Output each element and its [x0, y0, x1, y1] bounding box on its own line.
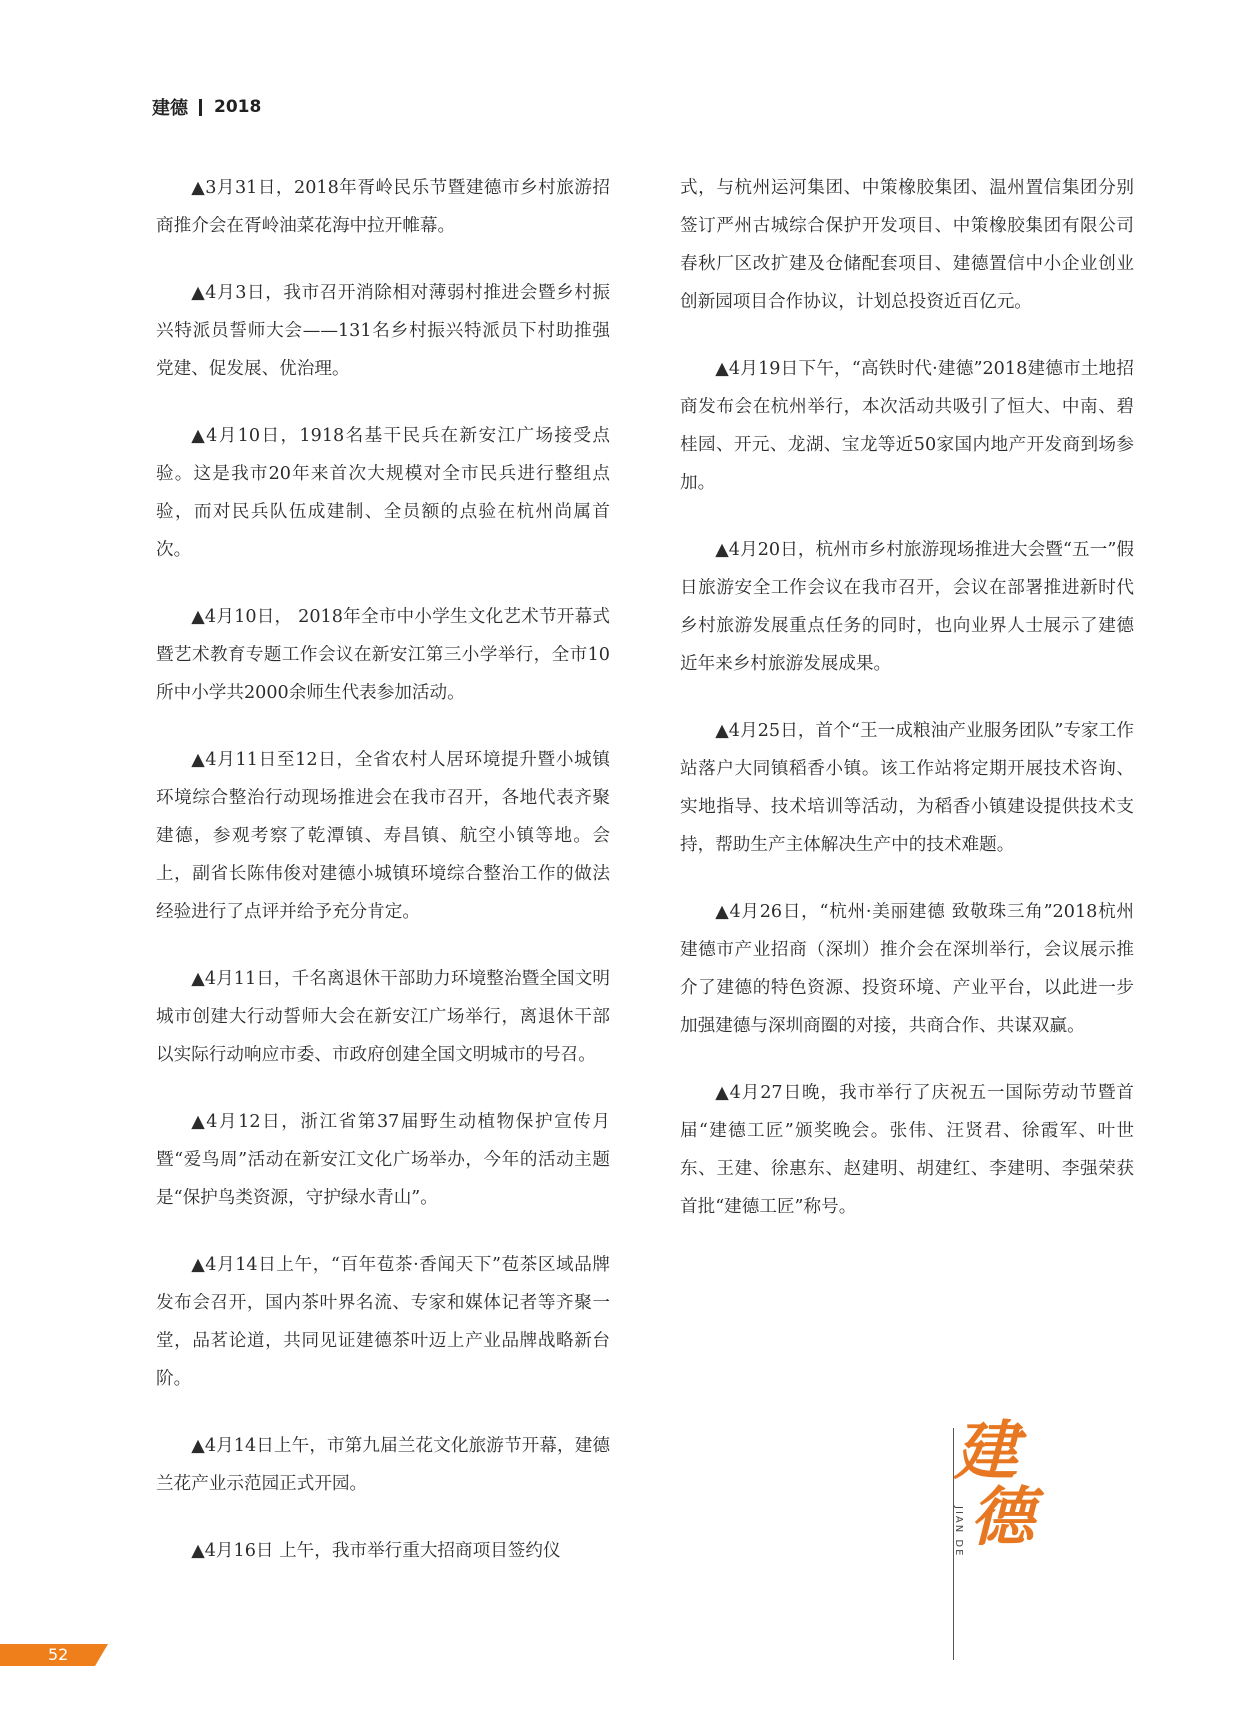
news-item: ▲3月31日，2018年胥岭民乐节暨建德市乡村旅游招商推介会在胥岭油菜花海中拉开帷幕。	[156, 178, 610, 236]
news-item: ▲4月14日上午，“百年苞茶·香闻天下”苞茶区域品牌发布会召开，国内茶叶界名流、专家和媒体记者等齐聚一堂，品茗论道，共同见证建德茶叶迈上产业品牌战略新台阶。	[156, 1255, 610, 1389]
news-item: ▲4月27日晚，我市举行了庆祝五一国际劳动节暨首届“建德工匠”颁奖晚会。张伟、汪贤君、徐霞军、叶世东、王建、徐惠东、赵建明、胡建红、李建明、李强荣获首批“建德工匠”称号。	[680, 1083, 1134, 1217]
left-column	[156, 169, 610, 1599]
news-item: ▲4月14日上午，市第九届兰花文化旅游节开幕，建德兰花产业示范园正式开园。	[156, 1436, 610, 1494]
news-item: ▲4月10日， 2018年全市中小学生文化艺术节开幕式暨艺术教育专题工作会议在新安江第三小学举行，全市10所中小学共2000余师生代表参加活动。	[156, 607, 610, 703]
logo-char-jian: 建	[954, 1414, 1018, 1489]
news-item-continued: 式，与杭州运河集团、中策橡胶集团、温州置信集团分别签订严州古城综合保护开发项目、中策橡胶集团有限公司春秋厂区改扩建及仓储配套项目、建德置信中小企业创业创新园项目合作协议，计划总投资近百亿元。	[680, 178, 1134, 312]
logo-char-de: 德	[970, 1480, 1034, 1555]
news-item: ▲4月10日，1918名基干民兵在新安江广场接受点验。这是我市20年来首次大规模对全市民兵进行整组点验，而对民兵队伍成建制、全员额的点验在杭州尚属首次。	[156, 426, 610, 560]
news-item: ▲4月12日，浙江省第37届野生动植物保护宣传月暨“爱鸟周”活动在新安江文化广场举办，今年的活动主题是“保护鸟类资源，守护绿水青山”。	[156, 1112, 610, 1208]
header-divider	[199, 99, 202, 116]
news-item: ▲4月20日，杭州市乡村旅游现场推进大会暨“五一”假日旅游安全工作会议在我市召开，会议在部署推进新时代乡村旅游发展重点任务的同时，也向业界人士展示了建德近年来乡村旅游发展成果。	[680, 540, 1134, 674]
news-item: ▲4月19日下午，“高铁时代·建德”2018建德市土地招商发布会在杭州举行，本次活动共吸引了恒大、中南、碧桂园、开元、龙湖、宝龙等近50家国内地产开发商到场参加。	[680, 359, 1134, 493]
news-item: ▲4月11日至12日，全省农村人居环境提升暨小城镇环境综合整治行动现场推进会在我市召开，各地代表齐聚建德，参观考察了乾潭镇、寿昌镇、航空小镇等地。会上，副省长陈伟俊对建德小城镇环境综合整治工作的做法经验进行了点评并给予充分肯定。	[156, 750, 610, 922]
header-year: 2018	[214, 97, 262, 117]
news-item: ▲4月3日，我市召开消除相对薄弱村推进会暨乡村振兴特派员誓师大会——131名乡村振兴特派员下村助推强党建、促发展、优治理。	[156, 283, 610, 379]
news-item: ▲4月16日 上午，我市举行重大招商项目签约仪	[191, 1541, 561, 1561]
page-number: 52	[48, 1645, 69, 1664]
running-header	[152, 94, 261, 120]
header-title: 建德	[152, 98, 188, 119]
news-item: ▲4月25日，首个“王一成粮油产业服务团队”专家工作站落户大同镇稻香小镇。该工作站将定期开展技术咨询、实地指导、技术培训等活动，为稻香小镇建设提供技术支持，帮助生产主体解决生产中的技术难题。	[680, 721, 1134, 855]
news-item: ▲4月11日，千名离退休干部助力环境整治暨全国文明城市创建大行动誓师大会在新安江广场举行，离退休干部以实际行动响应市委、市政府创建全国文明城市的号召。	[156, 969, 610, 1065]
logo-pinyin: JIAN DE	[953, 1506, 964, 1558]
jiande-logo	[944, 1414, 1034, 1660]
news-item: ▲4月26日，“杭州·美丽建德 致敬珠三角”2018杭州建德市产业招商（深圳）推介会在深圳举行，会议展示推介了建德的特色资源、投资环境、产业平台，以此进一步加强建德与深圳商圈的对接，共商合作、共谋双赢。	[680, 902, 1134, 1036]
right-column	[680, 169, 1134, 1255]
